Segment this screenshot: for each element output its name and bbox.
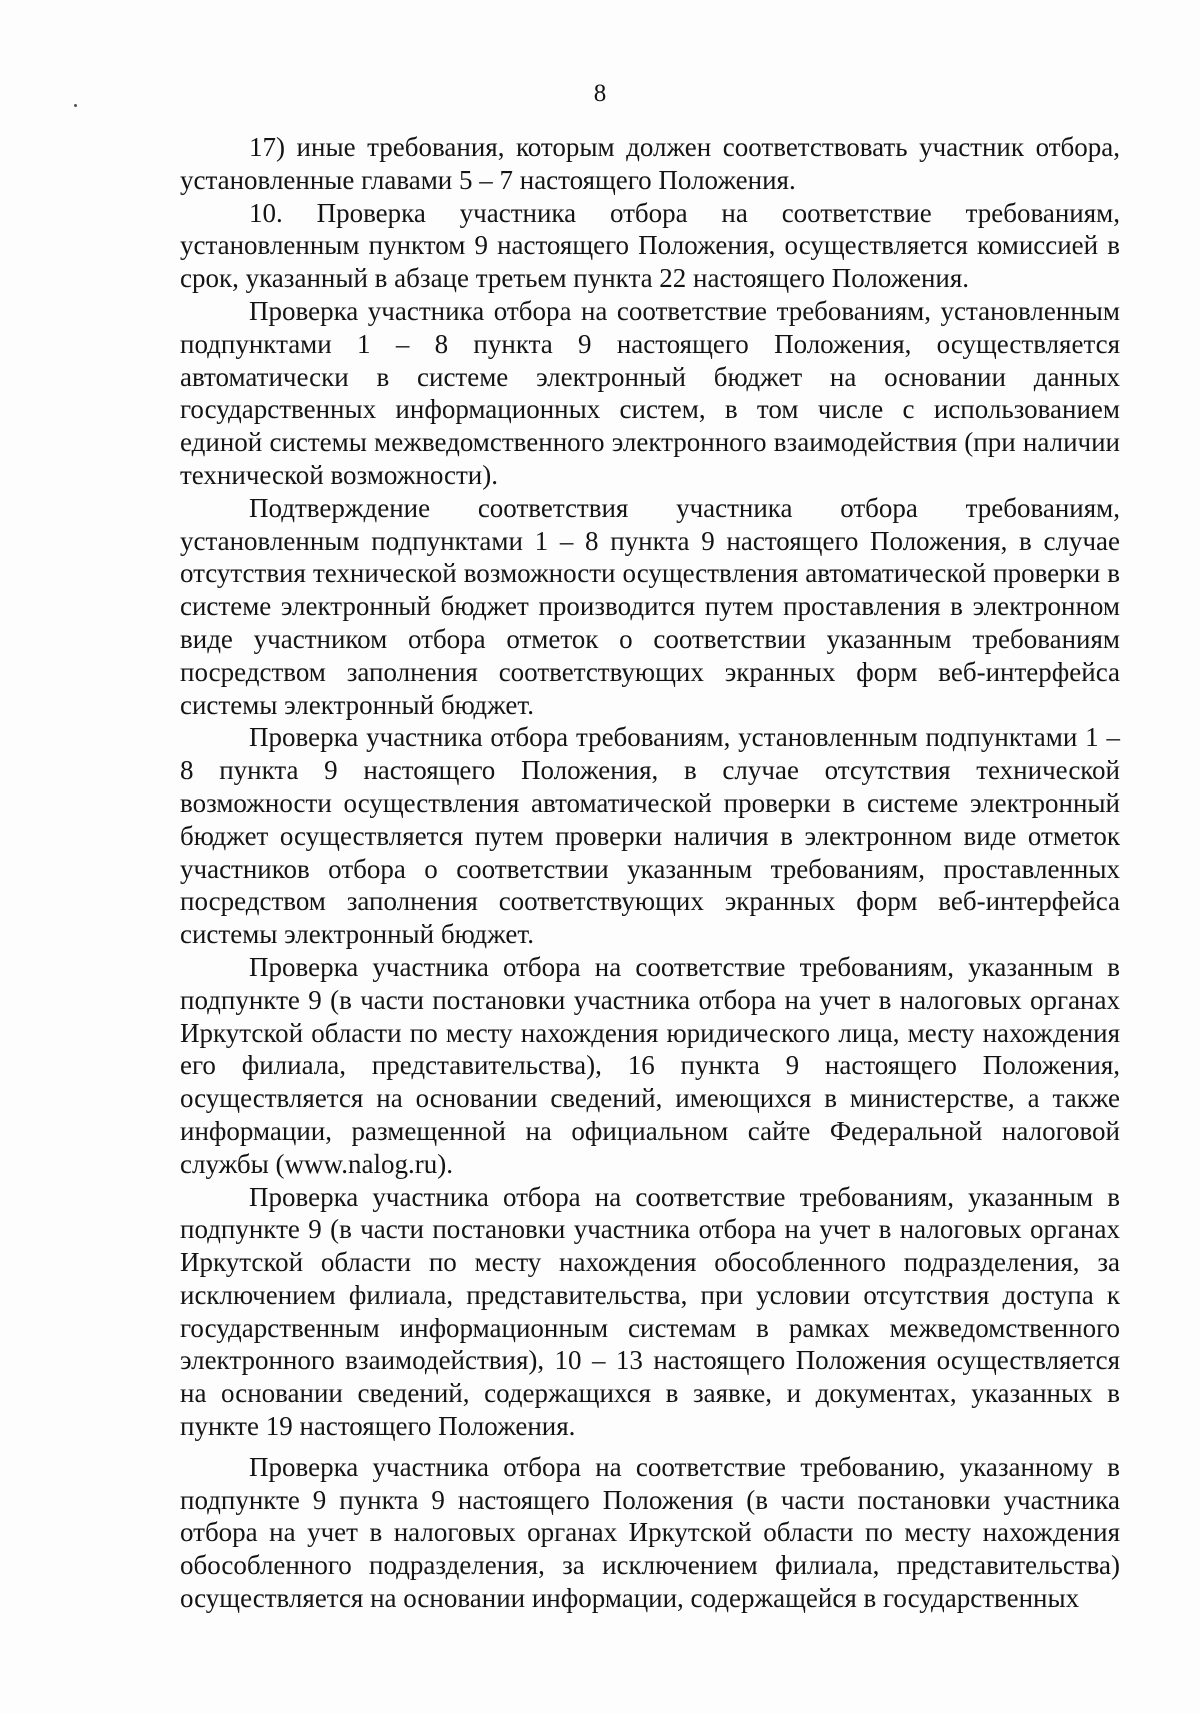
paragraph-requirement-check: Проверка участника отбора на соответствие требованию, указанному в подпункте 9 пункта 9 настоящего Положения (в части постановки участника отбора на учет в налоговых органах Иркутской области по месту нахождения обособленного подразделения, за исключением филиала, представительства) осуществляется на основании информации, содержащейся в государственных xyxy=(180,1451,1120,1614)
paragraph-subitem-17: 17) иные требования, которым должен соответствовать участник отбора, установленные главами 5 – 7 настоящего Положения. xyxy=(180,132,1120,195)
paragraph-item-10: 10. Проверка участника отбора на соответствие требованиям, установленным пунктом 9 настоящего Положения, осуществляется комиссией в срок, указанный в абзаце третьем пункта 22 настоящего Положения. xyxy=(180,197,1120,294)
paragraph-automatic-check: Проверка участника отбора на соответствие требованиям, установленным подпунктами 1 – 8 пункта 9 настоящего Положения, осуществляется автоматически в системе электронный бюджет на основании данных государственных информационных систем, в том числе с использованием единой системы межведомственного электронного взаимодействия (при наличии технической возможности). xyxy=(180,295,1120,490)
page-number: 8 xyxy=(593,80,607,107)
paragraph-confirmation: Подтверждение соответствия участника отбора требованиям, установленным подпунктами 1 – 8 пункта 9 настоящего Положения, в случае отсутствия технической возможности осуществления автоматической проверки в системе электронный бюджет производится путем проставления в электронном виде участником отбора отметок о соответствии указанным требованиям посредством заполнения соответствующих экранных форм веб-интерфейса системы электронный бюджет. xyxy=(180,492,1120,720)
document-body xyxy=(180,131,1120,1615)
paragraph-tax-check: Проверка участника отбора на соответствие требованиям, указанным в подпункте 9 (в части постановки участника отбора на учет в налоговых органах Иркутской области по месту нахождения юридического лица, месту нахождения его филиала, представительства), 16 пункта 9 настоящего Положения, осуществляется на основании сведений, имеющихся в министерстве, а также информации, размещенной на официальном сайте Федеральной налоговой службы (www.nalog.ru). xyxy=(180,951,1120,1179)
paragraph-separate-division-check: Проверка участника отбора на соответствие требованиям, указанным в подпункте 9 (в части постановки участника отбора на учет в налоговых органах Иркутской области по месту нахождения обособленного подразделения, за исключением филиала, представительства, при условии отсутствия доступа к государственным информационным системам в рамках межведомственного электронного взаимодействия), 10 – 13 настоящего Положения осуществляется на основании сведений, содержащихся в заявке, и документах, указанных в пункте 19 настоящего Положения. xyxy=(180,1181,1120,1442)
paragraph-manual-check: Проверка участника отбора требованиям, установленным подпунктами 1 – 8 пункта 9 настоящего Положения, в случае отсутствия технической возможности осуществления автоматической проверки в системе электронный бюджет осуществляется путем проверки наличия в электронном виде отметок участников отбора о соответствии указанным требованиям, проставленных посредством заполнения соответствующих экранных форм веб-интерфейса системы электронный бюджет. xyxy=(180,722,1120,950)
